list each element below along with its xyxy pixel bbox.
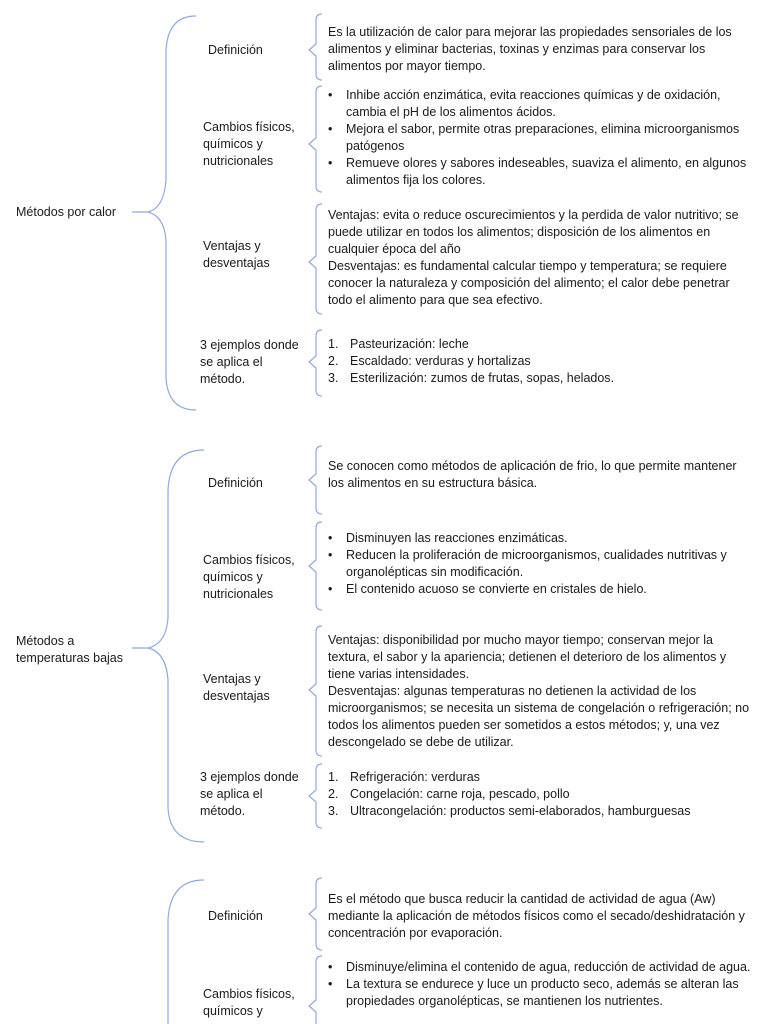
s2-advantages: Ventajas: disponibilidad por mucho mayor tiempo; conservan mejor la textura, el sabor y la apariencia; detienen el deterioro de los alimentos y tiene varias intensidades.	[328, 633, 727, 681]
list-item: 1. Refrigeración: verduras	[328, 770, 480, 784]
s2-adv-label: Ventajas y desventajas	[203, 672, 270, 703]
s1-examples-list	[328, 336, 756, 387]
section-2-brace	[132, 450, 204, 842]
s1-adv-label: Ventajas y desventajas	[203, 239, 270, 270]
s1-examples-label: 3 ejemplos donde se aplica el método.	[200, 338, 299, 386]
list-item: 2. Congelación: carne roja, pescado, pollo	[328, 787, 570, 801]
s1-changes-list	[328, 87, 756, 189]
list-item: • Remueve olores y sabores indeseables, suaviza el alimento, en algunos alimentos fija los colores.	[328, 155, 756, 189]
s1-definition-text: Es la utilización de calor para mejorar las propiedades sensoriales de los alimentos y eliminar bacterias, toxinas y enzimas para conservar los alimentos por mayor tiempo.	[328, 25, 732, 73]
list-item: 2. Escaldado: verduras y hortalizas	[328, 354, 531, 368]
s2-definition-text: Se conocen como métodos de aplicación de frio, lo que permite mantener los alimentos en su estructura básica.	[328, 459, 737, 490]
list-item: 1. Pasteurización: leche	[328, 337, 469, 351]
s2-changes-list	[328, 530, 756, 598]
list-item: • Disminuyen las reacciones enzimáticas.	[328, 530, 756, 547]
s3-changes-list	[328, 959, 756, 1010]
s1-adv-bracket	[309, 204, 322, 314]
s2-adv-bracket	[309, 626, 322, 756]
s1-disadvantages: Desventajas: es fundamental calcular tiempo y temperatura; se requiere conocer la naturaleza y composición del alimento; el calor debe penetrar todo el alimento para que sea efectivo.	[328, 259, 730, 307]
section-2-title: Métodos a temperaturas bajas	[16, 634, 124, 665]
s2-definition-label: Definición	[208, 476, 263, 490]
list-item: • La textura se endurece y luce un producto seco, además se alteran las propiedades organolépticas, se mantienen los nutrientes.	[328, 976, 756, 1010]
s1-definition-label: Definición	[208, 43, 263, 57]
s1-ex-bracket	[309, 330, 322, 396]
s3-definition-label: Definición	[208, 909, 263, 923]
section-1-brace	[132, 16, 196, 410]
s2-adv-block	[328, 632, 756, 751]
s2-examples-list	[328, 769, 756, 820]
s1-advantages: Ventajas: evita o reduce oscurecimientos y la perdida de valor nutritivo; se puede utilizar en todos los alimentos; disposición de los alimentos en cualquier época del año	[328, 208, 739, 256]
list-item: • Mejora el sabor, permite otras preparaciones, elimina microorganismos patógenos	[328, 121, 756, 155]
s2-examples-label: 3 ejemplos donde se aplica el método.	[200, 770, 299, 818]
section-1-title: Métodos por calor	[16, 205, 117, 219]
section-3-brace	[168, 880, 204, 1024]
s3-changes-label: Cambios físicos, químicos y	[203, 987, 295, 1018]
list-item: • Reducen la proliferación de microorganismos, cualidades nutritivas y organolépticas sin modificación.	[328, 547, 756, 581]
s2-disadvantages: Desventajas: algunas temperaturas no detienen la actividad de los microorganismos; se necesita un sistema de congelación o refrigeración; no todos los alimentos pueden ser sometidos a estos métodos; y, una vez descongelado se debe de utilizar.	[328, 684, 750, 749]
list-item: • Disminuye/elimina el contenido de agua, reducción de actividad de agua.	[328, 959, 756, 976]
s2-changes-label: Cambios físicos, químicos y nutricionales	[203, 553, 295, 601]
s1-adv-block	[328, 207, 756, 309]
s3-definition-text: Es el método que busca reducir la cantidad de actividad de agua (Aw) mediante la aplicación de métodos físicos como el secado/deshidratación y concentración por evaporación.	[328, 892, 745, 940]
list-item: • Inhibe acción enzimática, evita reacciones químicas y de oxidación, cambia el pH de los alimentos ácidos.	[328, 87, 756, 121]
s1-changes-label: Cambios físicos, químicos y nutricionales	[203, 120, 295, 168]
s2-ex-bracket	[309, 764, 322, 828]
list-item: • El contenido acuoso se convierte en cristales de hielo.	[328, 581, 756, 598]
list-item: 3. Ultracongelación: productos semi-elaborados, hamburguesas	[328, 804, 691, 818]
list-item: 3. Esterilización: zumos de frutas, sopas, helados.	[328, 371, 615, 385]
